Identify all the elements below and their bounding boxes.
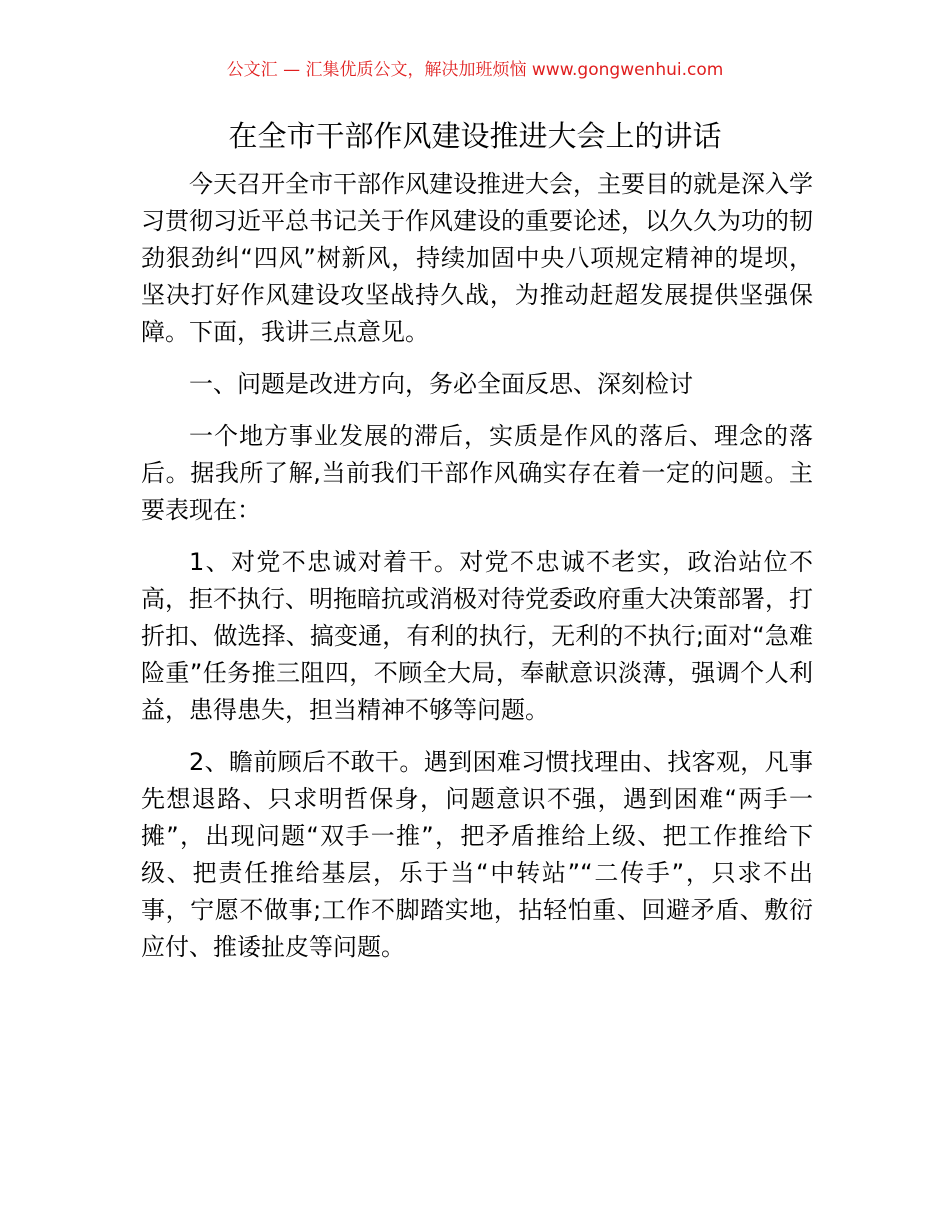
paragraph-section-1-intro: 一个地方事业发展的滞后，实质是作风的落后、理念的落后。据我所了解,当前我们干部作风确实存在着一定的问题。主要表现在： [141, 422, 813, 524]
document-title: 在全市干部作风建设推进大会上的讲话 [228, 119, 722, 153]
header-banner: 公文汇 — 汇集优质公文，解决加班烦恼 www.gongwenhui.com [226, 60, 724, 80]
paragraph-point-2: 2、瞻前顾后不敢干。遇到困难习惯找理由、找客观，凡事先想退路、只求明哲保身，问题意识不强，遇到困难“两手一摊”，出现问题“双手一推”，把矛盾推给上级、把工作推给下级、把责任推给基层，乐于当“中转站”“二传手”，只求不出事，宁愿不做事;工作不脚踏实地，拈轻怕重、回避矛盾、敷衍应付、推诿扯皮等问题。 [141, 748, 813, 961]
paragraph-point-1: 1、对党不忠诚对着干。对党不忠诚不老实，政治站位不高，拒不执行、明拖暗抗或消极对待党委政府重大决策部署，打折扣、做选择、搞变通，有利的执行，无利的不执行;面对“急难险重”任务推三阻四，不顾全大局，奉献意识淡薄，强调个人利益，患得患失，担当精神不够等问题。 [141, 548, 813, 724]
paragraph-intro: 今天召开全市干部作风建设推进大会，主要目的就是深入学习贯彻习近平总书记关于作风建设的重要论述，以久久为功的韧劲狠劲纠“四风”树新风，持续加固中央八项规定精神的堤坝，坚决打好作风建设攻坚战持久战，为推动赶超发展提供坚强保障。下面，我讲三点意见。 [141, 170, 813, 346]
section-heading-1: 一、问题是改进方向，务必全面反思、深刻检讨 [189, 370, 693, 398]
document-body [141, 166, 813, 981]
